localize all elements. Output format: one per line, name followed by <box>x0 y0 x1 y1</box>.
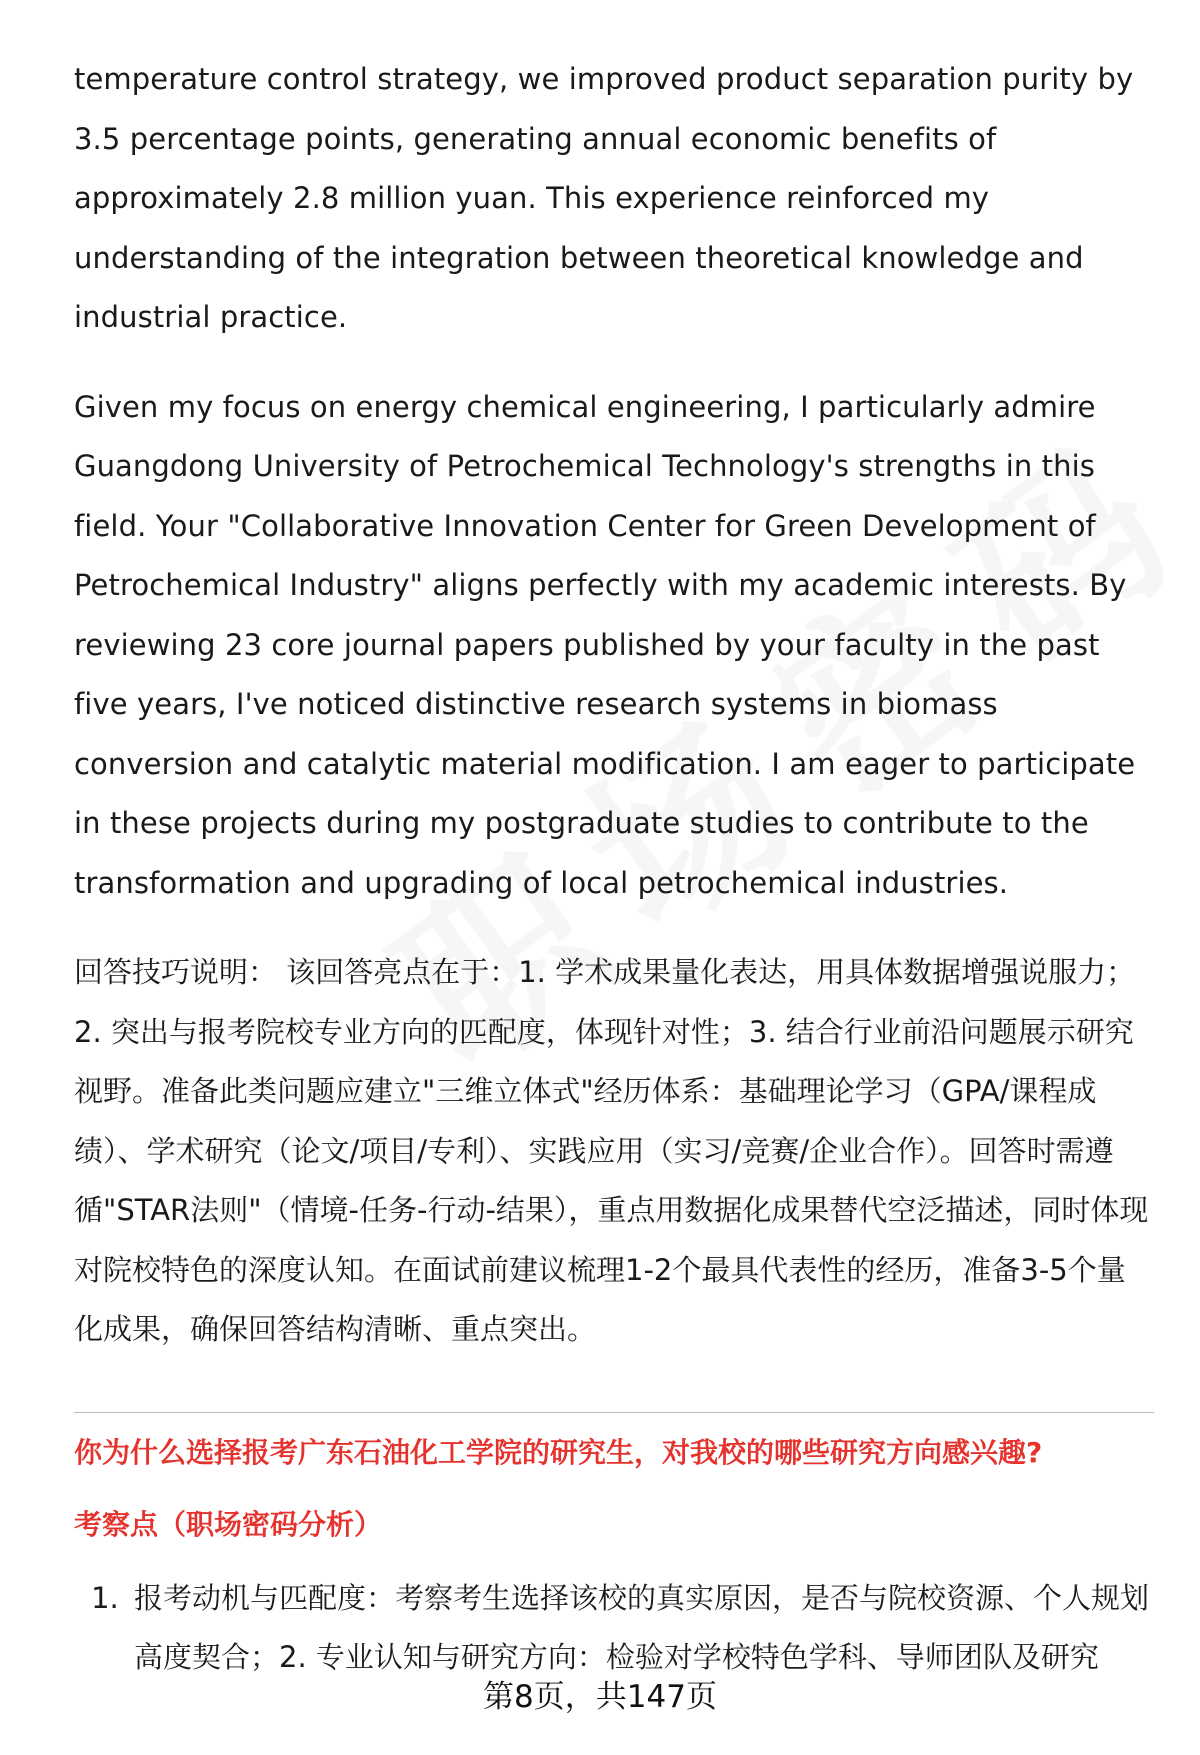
document-page <box>74 50 1154 1688</box>
question-title: 你为什么选择报考广东石油化工学院的研究生，对我校的哪些研究方向感兴趣? <box>74 1435 1043 1469</box>
body-paragraph-2: Given my focus on energy chemical engineering, I particularly admire Guangdong University of Petrochemical Technology's strengths in this field. Your "Collaborative Innovation Center for Green Development of Petrochemical Industry" aligns perfectly with my academic interests. By reviewing 23 core journal papers published by your faculty in the past five years, I've noticed distinctive research systems in biomass conversion and catalytic material modification. I am eager to participate in these projects during my postgraduate studies to contribute to the transformation and upgrading of local petrochemical industries. <box>74 389 1136 900</box>
body-paragraph-1: temperature control strategy, we improved product separation purity by 3.5 percentage points, generating annual economic benefits of approximately 2.8 million yuan. This experience reinforced my understanding of the integration between theoretical knowledge and industrial practice. <box>74 62 1134 334</box>
assessment-points-list <box>74 1569 1154 1688</box>
assessment-heading: 考察点（职场密码分析） <box>74 1507 383 1541</box>
section-divider <box>74 1412 1154 1413</box>
page-number: 第8页，共147页 <box>483 1679 717 1715</box>
list-item: 1. 报考动机与匹配度：考察考生选择该校的真实原因，是否与院校资源、个人规划高度契合；2. 专业认知与研究方向：检验对学校特色学科、导师团队及研究 <box>128 1569 1154 1688</box>
answer-tips: 回答技巧说明： 该回答亮点在于：1. 学术成果量化表达，用具体数据增强说服力；2. 突出与报考院校专业方向的匹配度，体现针对性；3. 结合行业前沿问题展示研究视野。准备此类问题应建立"三维立体式"经历体系：基础理论学习（GPA/课程成绩）、学术研究（论文/项目/专利）、实践应用（实习/竞赛/企业合作）。回答时需遵循"STAR法则"（情境-任务-行动-结果），重点用数据化成果替代空泛描述，同时体现对院校特色的深度认知。在面试前建议梳理1-2个最具代表性的经历，准备3-5个量化成果，确保回答结构清晰、重点突出。 <box>74 955 1149 1346</box>
